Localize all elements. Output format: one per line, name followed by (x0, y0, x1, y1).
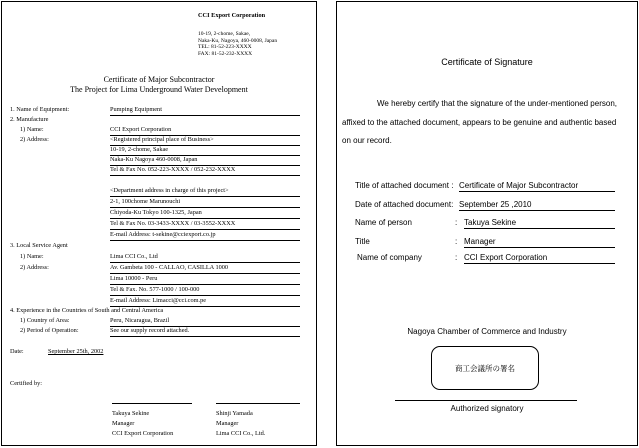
body-line-1: We hereby certify that the signature of the under-mentioned person, (377, 99, 617, 108)
company-header-name: CCI Export Corporation (198, 12, 266, 19)
field-label-document-date: Date of attached document: (355, 200, 454, 209)
agent-address-line: Tel & Fax. No. 577-1000 / 100-000 (110, 286, 300, 296)
service-agent-label: 3. Local Service Agent (10, 242, 68, 249)
field-separator: : (455, 218, 458, 227)
date-label: Date: (10, 348, 24, 355)
agent-name-label: 1) Name: (20, 253, 44, 260)
agent-name-value: Lima CCI Co., Ltd (110, 253, 300, 263)
manufacture-name-label: 1) Name: (20, 126, 44, 133)
department-email: E-mail Address: t-sekine@cciexport.co.jp (110, 231, 300, 241)
agent-address-line: Av. Gambeta 100 - CALLAO, CASILLA 1000 (110, 264, 300, 274)
company-header-tel: TEL: 81-52-223-XXXX (198, 44, 252, 50)
signer-1-title: Manager (112, 420, 135, 427)
equipment-value: Pumping Equipment (110, 106, 300, 116)
manufacture-address-line: 10-19, 2-chome, Sakae (110, 146, 300, 156)
signer-1-name: Takuya Sekine (112, 410, 150, 417)
body-line-3: on our record. (342, 136, 392, 145)
signature-line-2 (216, 403, 300, 404)
authorized-signatory-label: Authorized signatory (450, 404, 524, 413)
signature-certificate-title: Certificate of Signature (441, 57, 533, 67)
experience-label: 4. Experience in the Countries of South and Central America (10, 307, 164, 314)
department-address-line: Chiyoda-Ku Tokyo 100-1325, Japan (110, 209, 300, 219)
field-value-company: CCI Export Corporation (464, 253, 615, 264)
date-value: September 25th, 2002 (48, 348, 104, 355)
stamp-text: 商工会議所の署名 (455, 363, 515, 373)
agent-email: E-mail Address: Limacci@cci.com.pe (110, 297, 300, 307)
certificate-of-signature-page (336, 1, 638, 446)
manufacture-name-value: CCI Export Corporation (110, 126, 300, 136)
document-title: Certificate of Major Subcontractor (103, 75, 215, 84)
body-line-2: affixed to the attached document, appears to be genuine and authentic based (342, 118, 617, 127)
field-value-document-title: Certificate of Major Subcontractor (459, 181, 615, 192)
manufacture-address-line: <Registered principal place of Business> (110, 136, 300, 146)
field-label-document-title: Title of attached document : (355, 181, 454, 190)
country-value: Peru, Nicaragua, Brazil (110, 317, 300, 327)
agent-address-line: Lima 10000 - Peru (110, 275, 300, 285)
company-header-address-1: 10-19, 2-chome, Sakae, (198, 31, 251, 37)
chamber-seal-stamp (431, 346, 539, 390)
company-header-address-2: Naka-Ku, Nagoya, 460-0008, Japan (198, 37, 278, 44)
department-address-line: <Department address in charge of this project> (110, 187, 300, 197)
department-address-line: 2-1, 100chome Marunouchi (110, 198, 300, 208)
field-value-document-date: September 25 ,2010 (459, 200, 615, 211)
manufacture-address-line: Naka-Ku Nagoya 460-0008, Japan (110, 156, 300, 166)
certificate-of-major-subcontractor-page (1, 1, 317, 446)
manufacture-address-line: Tel & Fax No. 052-223-XXXX / 052-232-XXXX (110, 166, 300, 176)
signer-2-title: Manager (216, 420, 239, 427)
department-address-line: Tel & Fax No. 03-3433-XXXX / 03-3552-XXXX (110, 220, 300, 230)
company-header-fax: FAX: 81-52-232-XXXX (198, 50, 253, 57)
signer-2-name: Shinji Yamada (216, 410, 253, 417)
signature-line-1 (112, 403, 192, 404)
field-value-title: Manager (464, 237, 615, 248)
period-label: 2) Period of Operation: (20, 327, 79, 334)
field-separator: : (455, 253, 458, 262)
authorized-signature-line (395, 400, 577, 401)
signer-1-company: CCI Export Corporation (112, 430, 174, 437)
equipment-label: 1. Name of Equipment: (10, 106, 70, 113)
manufacture-address-label: 2) Address: (20, 136, 49, 143)
signer-2-company: Lima CCI Co., Ltd. (216, 430, 266, 437)
period-value: See our supply record attached. (110, 327, 300, 337)
field-label-person-name: Name of person (355, 218, 412, 227)
field-label-company: Name of company (357, 253, 422, 262)
chamber-name: Nagoya Chamber of Commerce and Industry (407, 327, 567, 336)
field-label-title: Title (355, 237, 370, 246)
field-separator: : (455, 237, 458, 246)
certified-by-label: Certified by: (10, 380, 43, 387)
agent-address-label: 2) Address: (20, 264, 49, 271)
project-title: The Project for Lima Underground Water Development (70, 85, 248, 94)
manufacture-label: 2. Manufacture (10, 116, 49, 123)
field-value-person-name: Takuya Sekine (464, 218, 615, 229)
country-label: 1) Country of Area: (20, 317, 70, 324)
